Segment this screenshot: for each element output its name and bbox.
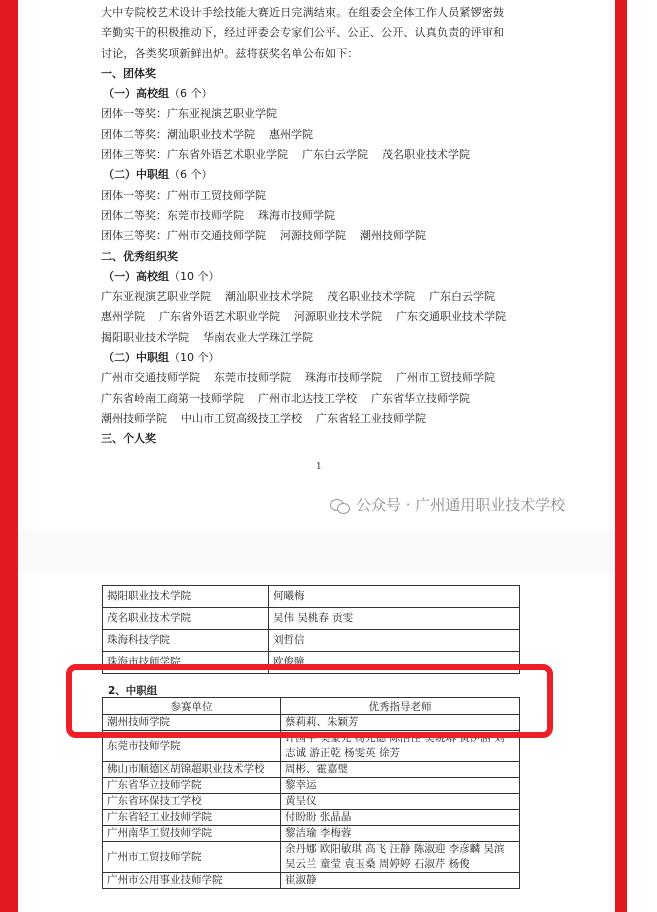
- school-name: 潮汕职业技术学院: [225, 290, 313, 304]
- table-row: [103, 630, 520, 652]
- right-red-border: [615, 0, 627, 912]
- table-row: [103, 794, 520, 810]
- school-name: 广州市工贸技师学院: [167, 188, 266, 202]
- header-unit: 参赛单位: [103, 698, 281, 715]
- unit-cell: 潮州技师学院: [103, 715, 281, 731]
- school-name: 广州市工贸技师学院: [396, 371, 495, 385]
- wechat-icon: [330, 497, 350, 513]
- team-vocational-heading: （二）中职组（6 个）: [103, 168, 213, 182]
- award-label: 团体二等奖：: [101, 127, 167, 141]
- teachers-cell: 吴伟 吴桃春 贡雯: [269, 608, 520, 630]
- teachers-cell: 周彬、霍嘉璧: [281, 762, 520, 778]
- table-row: [103, 842, 520, 873]
- school-name: 河源职业技术学院: [294, 310, 382, 324]
- watermark-text: 公众号 · 广州通用职业技术学校: [356, 496, 566, 514]
- school-name: 中山市工贸高级技工学校: [181, 411, 302, 425]
- school-name: 广东亚视演艺职业学院: [101, 290, 211, 304]
- left-red-border: [0, 0, 18, 912]
- intro-line: 大中专院校艺术设计手绘技能大赛近日完满结束。在组委会全体工作人员紧锣密鼓: [101, 6, 505, 19]
- school-name: 广东交通职业技术学院: [396, 310, 506, 324]
- award-line: [101, 104, 541, 124]
- unit-cell: 东莞市技师学院: [103, 731, 281, 762]
- award-line: [101, 389, 541, 409]
- intro-line: 讨论，各类奖项新鲜出炉。兹将获奖名单公布如下：: [101, 46, 359, 60]
- school-name: 广东亚视演艺职业学院: [167, 107, 277, 121]
- school-name: 广东省岭南工商第一技师学院: [101, 391, 244, 405]
- table-row: [103, 810, 520, 826]
- award-line: [101, 186, 541, 206]
- award-label: 团体一等奖：: [101, 107, 167, 121]
- school-name: 东莞市技师学院: [167, 208, 244, 222]
- table-row: [103, 778, 520, 794]
- document-body: [101, 3, 541, 450]
- team-award-heading: 一、团体奖: [101, 66, 156, 80]
- award-line: [101, 307, 541, 327]
- award-line: [101, 125, 541, 145]
- school-name: 广东白云学院: [302, 148, 368, 162]
- unit-cell: 珠海市技师学院: [103, 652, 269, 674]
- wechat-watermark: [330, 494, 565, 515]
- award-line: [101, 226, 541, 246]
- unit-cell: 揭阳职业技术学院: [103, 586, 269, 608]
- unit-cell: 佛山市顺德区胡锦超职业技术学校: [103, 762, 281, 778]
- school-name: 华南农业大学珠江学院: [203, 330, 313, 344]
- header-teachers: 优秀指导老师: [281, 698, 520, 715]
- teachers-cell: 余丹娜 欧阳敏琪 高飞 汪静 陈淑迎 李彦麟 吴滨 吴云兰 童莹 袁玉桑 周婷婷 石淑芹 杨俊: [281, 842, 520, 873]
- table-row: [103, 608, 520, 630]
- table-row: [103, 762, 520, 778]
- school-name: 广东白云学院: [429, 290, 495, 304]
- award-line: [101, 206, 541, 226]
- highlight-box: [66, 664, 553, 738]
- award-label: 团体三等奖：: [101, 148, 167, 162]
- team-college-heading: （一）高校组（6 个）: [103, 87, 213, 101]
- school-name: 茂名职业技术学院: [382, 148, 470, 162]
- award-line: [101, 368, 541, 388]
- table-row: [103, 586, 520, 608]
- school-name: 惠州学院: [269, 127, 313, 141]
- teachers-cell: 何曦梅: [269, 586, 520, 608]
- award-label: 团体一等奖：: [101, 188, 167, 202]
- intro-paragraph: [101, 3, 541, 64]
- unit-cell: 广东省环保技工学校: [103, 794, 281, 810]
- unit-cell: 广州市工贸技师学院: [103, 842, 281, 873]
- school-name: 惠州学院: [101, 310, 145, 324]
- unit-cell: 广州市公用事业技师学院: [103, 873, 281, 889]
- page-number: 1: [316, 462, 322, 472]
- school-name: 广东省轻工业技师学院: [316, 411, 426, 425]
- unit-cell: 广东省华立技师学院: [103, 778, 281, 794]
- teacher-table-college: [102, 585, 520, 674]
- unit-cell: 茂名职业技术学院: [103, 608, 269, 630]
- award-line: [101, 287, 541, 307]
- teachers-cell: 蔡莉莉、朱颖芳: [281, 715, 520, 731]
- school-name: 潮州技师学院: [101, 411, 167, 425]
- school-name: 广州市交通技师学院: [167, 229, 266, 243]
- school-name: 揭阳职业技术学院: [101, 330, 189, 344]
- table-row: [103, 873, 520, 889]
- school-name: 广州市交通技师学院: [101, 371, 200, 385]
- org-vocational-heading: （二）中职组（10 个）: [103, 351, 220, 365]
- individual-award-heading: 三、个人奖: [101, 432, 156, 446]
- school-name: 广东省外语艺术职业学院: [159, 310, 280, 324]
- page-gap: [18, 530, 615, 572]
- school-name: 广州市北达技工学校: [258, 391, 357, 405]
- teachers-cell: 许国平 吴豪光 杨光德 陈浩佳 吴晓琳 黄伊涵 刘志诚 游正乾 杨雯英 徐芳: [281, 731, 520, 762]
- teachers-cell: 黎幸运: [281, 778, 520, 794]
- teachers-cell: 付盼盼 张晶晶: [281, 810, 520, 826]
- school-name: 广东省外语艺术职业学院: [167, 148, 288, 162]
- table-row: [103, 826, 520, 842]
- school-name: 珠海市技师学院: [258, 208, 335, 222]
- school-name: 广东省华立技师学院: [371, 391, 470, 405]
- award-line: [101, 145, 541, 165]
- school-name: 潮汕职业技术学院: [167, 127, 255, 141]
- intro-line: 辛勤实干的积极推动下，经过评委会专家们公平、公正、公开、认真负责的评审和: [101, 26, 505, 40]
- teachers-cell: 崔淑静: [281, 873, 520, 889]
- award-label: 团体三等奖：: [101, 229, 167, 243]
- award-line: [101, 409, 541, 429]
- school-name: 珠海市技师学院: [305, 371, 382, 385]
- school-name: 河源技师学院: [280, 229, 346, 243]
- teachers-cell: 黎洁瑜 李梅蓉: [281, 826, 520, 842]
- org-college-heading: （一）高校组（10 个）: [103, 269, 220, 283]
- unit-cell: 广州南华工贸技师学院: [103, 826, 281, 842]
- unit-cell: 广东省轻工业技师学院: [103, 810, 281, 826]
- teachers-cell: 黄呈仪: [281, 794, 520, 810]
- school-name: 茂名职业技术学院: [327, 290, 415, 304]
- award-label: 团体二等奖：: [101, 208, 167, 222]
- award-line: [101, 328, 541, 348]
- school-name: 潮州技师学院: [360, 229, 426, 243]
- unit-cell: 珠海科技学院: [103, 630, 269, 652]
- org-award-heading: 二、优秀组织奖: [101, 249, 178, 263]
- teachers-cell: 欧俊瞳: [269, 652, 520, 674]
- teachers-cell: 刘哲信: [269, 630, 520, 652]
- school-name: 东莞市技师学院: [214, 371, 291, 385]
- vocational-section-title: 2、中职组: [108, 685, 158, 697]
